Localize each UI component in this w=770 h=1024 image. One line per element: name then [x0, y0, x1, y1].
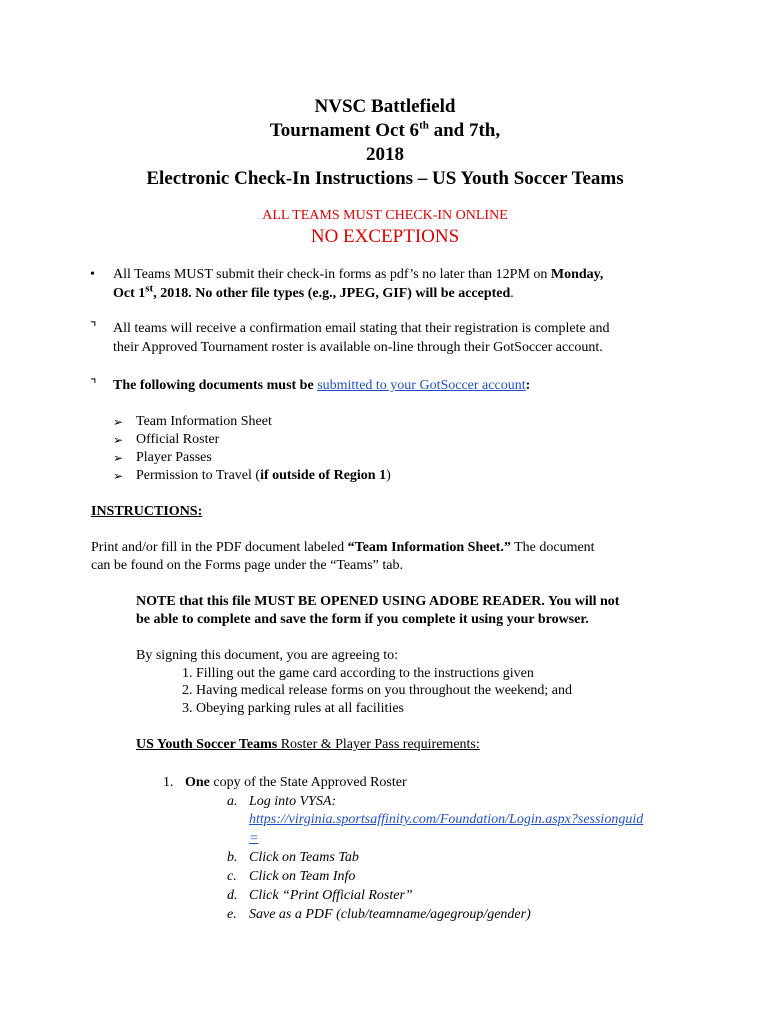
- title-sup-th: th: [419, 119, 429, 132]
- requirements-heading-rest: Roster & Player Pass requirements:: [277, 737, 480, 752]
- requirement-1-bold: One: [185, 775, 210, 790]
- agree-item-3: 3. Obeying parking rules at all facilities: [182, 701, 404, 716]
- doc-item-travel-post: ): [386, 468, 391, 483]
- step-b-label: b.: [227, 850, 238, 865]
- requirements-heading-bold: US Youth Soccer Teams: [136, 737, 278, 752]
- doc-item-roster: Official Roster: [136, 432, 220, 447]
- bullet-1-date: Oct 1: [113, 286, 146, 301]
- arrow-bullet-icon: ➢: [113, 451, 124, 465]
- requirements-heading: [136, 736, 480, 754]
- step-d-label: d.: [227, 888, 238, 903]
- step-e-label: e.: [227, 907, 237, 922]
- bullet-dot-icon: •: [90, 267, 95, 282]
- title-line-1: [0, 94, 770, 120]
- bullet-3-line: [113, 377, 530, 395]
- doc-item-travel-pre: Permission to Travel (: [136, 468, 261, 483]
- bullet-2-line-1: All teams will receive a confirmation email stating that their registration is complete and: [113, 321, 610, 336]
- note-line-2: be able to complete and save the form if you complete it using your browser.: [136, 612, 589, 627]
- title-text-1: NVSC Battlefield: [314, 96, 456, 117]
- arrow-bullet-icon: ➢: [113, 433, 124, 447]
- all-teams-notice: ALL TEAMS MUST CHECK-IN ONLINE: [262, 208, 508, 223]
- bullet-1-sup: st: [145, 282, 154, 295]
- step-b-text: Click on Teams Tab: [249, 850, 359, 865]
- step-c-text: Click on Team Info: [249, 869, 356, 884]
- gotsoccer-account-link[interactable]: submitted to your GotSoccer account: [317, 378, 526, 393]
- bullet-3-colon: :: [525, 378, 531, 393]
- title-line-4: [0, 166, 770, 192]
- step-a-label: a.: [227, 794, 238, 809]
- title-year: 2018: [366, 144, 404, 165]
- doc-item-travel: [136, 467, 391, 485]
- corner-bullet-icon: ⌝: [90, 378, 97, 393]
- title-text-2b: and 7th,: [428, 120, 501, 141]
- instructions-para-line-2: can be found on the Forms page under the “Teams” tab.: [91, 558, 403, 573]
- arrow-bullet-icon: ➢: [113, 469, 124, 483]
- no-exceptions-notice: NO EXCEPTIONS: [310, 226, 460, 247]
- requirement-1-rest: copy of the State Approved Roster: [209, 775, 407, 790]
- bullet-3-text: The following documents must be: [113, 378, 318, 393]
- bullet-1-line-2: [113, 282, 514, 303]
- title-subtitle: Electronic Check-In Instructions – US Youth Soccer Teams: [146, 168, 624, 189]
- title-line-3: [0, 142, 770, 168]
- step-a-text: Log into VYSA:: [249, 794, 337, 809]
- requirement-1-number: 1.: [163, 775, 174, 790]
- instructions-para-pre: Print and/or fill in the PDF document labeled: [91, 540, 348, 555]
- doc-item-team-info: Team Information Sheet: [136, 414, 272, 429]
- doc-item-travel-bold: if outside of Region 1: [260, 468, 387, 483]
- vysa-login-link[interactable]: https://virginia.sportsaffinity.com/Foundation/Login.aspx?sessionguid: [249, 812, 644, 827]
- agree-item-1: 1. Filling out the game card according to the instructions given: [182, 666, 534, 681]
- bullet-1-filetypes: , 2018. No other file types (e.g., JPEG, GIF) will be accepted: [153, 286, 511, 301]
- title-text-2a: Tournament Oct 6: [269, 120, 420, 141]
- bullet-1-period: .: [510, 286, 514, 301]
- agree-intro: By signing this document, you are agreeing to:: [136, 648, 399, 663]
- instructions-para-bold: “Team Information Sheet.”: [347, 540, 511, 555]
- agree-item-2: 2. Having medical release forms on you throughout the weekend; and: [182, 683, 572, 698]
- bullet-2-line-2: their Approved Tournament roster is available on-line through their GotSoccer account.: [113, 340, 603, 355]
- instructions-para-post: The document: [510, 540, 595, 555]
- arrow-bullet-icon: ➢: [113, 415, 124, 429]
- vysa-login-link-continued[interactable]: =: [249, 831, 259, 846]
- bullet-1-line-1: [113, 266, 603, 284]
- corner-bullet-icon: ⌝: [90, 321, 97, 336]
- step-e-text: Save as a PDF (club/teamname/agegroup/gender): [249, 907, 531, 922]
- doc-item-passes: Player Passes: [136, 450, 212, 465]
- step-d-text: Click “Print Official Roster”: [249, 888, 413, 903]
- instructions-heading: INSTRUCTIONS:: [91, 504, 203, 519]
- note-line-1: NOTE that this file MUST BE OPENED USING ADOBE READER. You will not: [136, 594, 620, 609]
- instructions-para-line-1: [91, 539, 595, 557]
- bullet-1-text: All Teams MUST submit their check-in forms as pdf’s no later than 12PM on: [113, 267, 551, 282]
- step-c-label: c.: [227, 869, 237, 884]
- title-line-2: [0, 118, 770, 144]
- requirement-1: [185, 774, 407, 792]
- bullet-1-bold: Monday,: [550, 267, 604, 282]
